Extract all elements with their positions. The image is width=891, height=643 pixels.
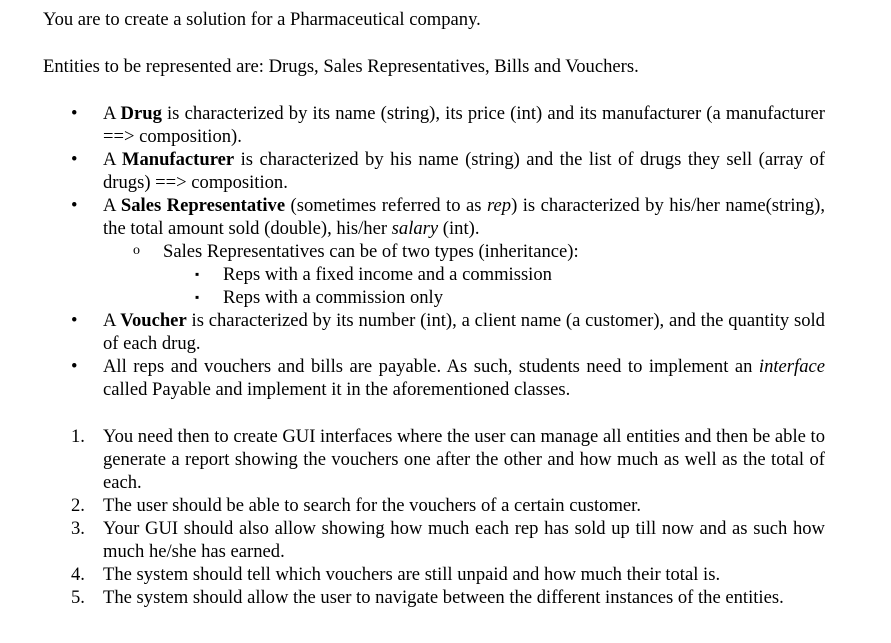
requirements-list [0, 425, 891, 609]
sub-bullet-rep-types [0, 240, 891, 309]
bullet-icon: • [71, 103, 78, 124]
rep-type-text: Reps with a commission only [223, 287, 444, 308]
requirement-number: 2. [71, 495, 85, 516]
bullet-voucher [0, 309, 825, 355]
bullet-icon: • [71, 195, 78, 216]
term-rep: rep [486, 195, 512, 216]
bullet-text-a: (sometimes referred to as [285, 195, 487, 216]
bullet-manufacturer [0, 148, 825, 194]
bullet-drug [0, 102, 825, 148]
bullet-prefix: A [103, 195, 121, 216]
rep-type-item [0, 286, 891, 309]
term-salary: salary [391, 218, 439, 239]
requirement-number: 3. [71, 518, 85, 539]
square-bullet-icon: ▪ [195, 290, 200, 304]
rep-type-items [0, 263, 891, 309]
intro-paragraph: You are to create a solution for a Pharmaceutical company. [43, 9, 481, 30]
rep-types-list [0, 240, 891, 309]
bullet-text-b: ) is characterized by his/her name(string), the total amount sold (double), his/her [103, 195, 825, 239]
requirement-item [0, 425, 825, 494]
term-interface: interface [758, 356, 825, 377]
requirement-text: The system should allow the user to navigate between the different instances of the entities. [103, 587, 784, 608]
requirement-number: 5. [71, 587, 85, 608]
requirement-text: You need then to create GUI interfaces where the user can manage all entities and then be able to generate a report showing the vouchers one after the other and how much as well as the total of each. [103, 426, 825, 493]
term-drug: Drug [120, 103, 162, 124]
requirement-item [0, 494, 825, 517]
requirement-item [0, 586, 825, 609]
entities-paragraph: Entities to be represented are: Drugs, Sales Representatives, Bills and Vouchers. [43, 56, 639, 77]
entity-bullet-list [0, 102, 891, 401]
sub-bullet-text: Sales Representatives can be of two types (inheritance): [163, 241, 579, 262]
square-bullet-icon: ▪ [195, 267, 200, 281]
term-sales-representative: Sales Representative [120, 195, 286, 216]
bullet-sales-representative [0, 194, 825, 309]
requirement-number: 1. [71, 426, 85, 447]
requirement-text: The user should be able to search for the vouchers of a certain customer. [103, 495, 641, 516]
bullet-payable [0, 355, 825, 401]
bullet-icon: • [71, 356, 78, 377]
circle-bullet-icon: o [133, 243, 140, 258]
requirement-text: The system should tell which vouchers are still unpaid and how much their total is. [103, 564, 721, 585]
bullet-text: is characterized by his name (string) and the list of drugs they sell (array of drugs) ==> composition. [103, 149, 825, 193]
bullet-text: is characterized by its name (string), its price (int) and its manufacturer (a manufacturer ==> composition). [103, 103, 825, 147]
bullet-text-a: All reps and vouchers and bills are payable. As such, students need to implement an [103, 356, 759, 377]
bullet-icon: • [71, 149, 78, 170]
term-voucher: Voucher [120, 310, 187, 331]
requirement-item [0, 563, 825, 586]
rep-type-text: Reps with a fixed income and a commission [223, 264, 552, 285]
bullet-prefix: A [103, 149, 122, 170]
bullet-prefix: A [103, 310, 121, 331]
bullet-text: is characterized by its number (int), a client name (a customer), and the quantity sold of each drug. [103, 310, 825, 354]
bullet-prefix: A [103, 103, 121, 124]
rep-type-item [0, 263, 891, 286]
bullet-text-c: (int). [438, 218, 480, 239]
bullet-icon: • [71, 310, 78, 331]
term-manufacturer: Manufacturer [121, 149, 235, 170]
bullet-text-b: called Payable and implement it in the aforementioned classes. [103, 379, 571, 400]
requirement-item [0, 517, 825, 563]
requirement-number: 4. [71, 564, 85, 585]
requirement-text: Your GUI should also allow showing how much each rep has sold up till now and as such how much he/she has earned. [103, 518, 825, 562]
